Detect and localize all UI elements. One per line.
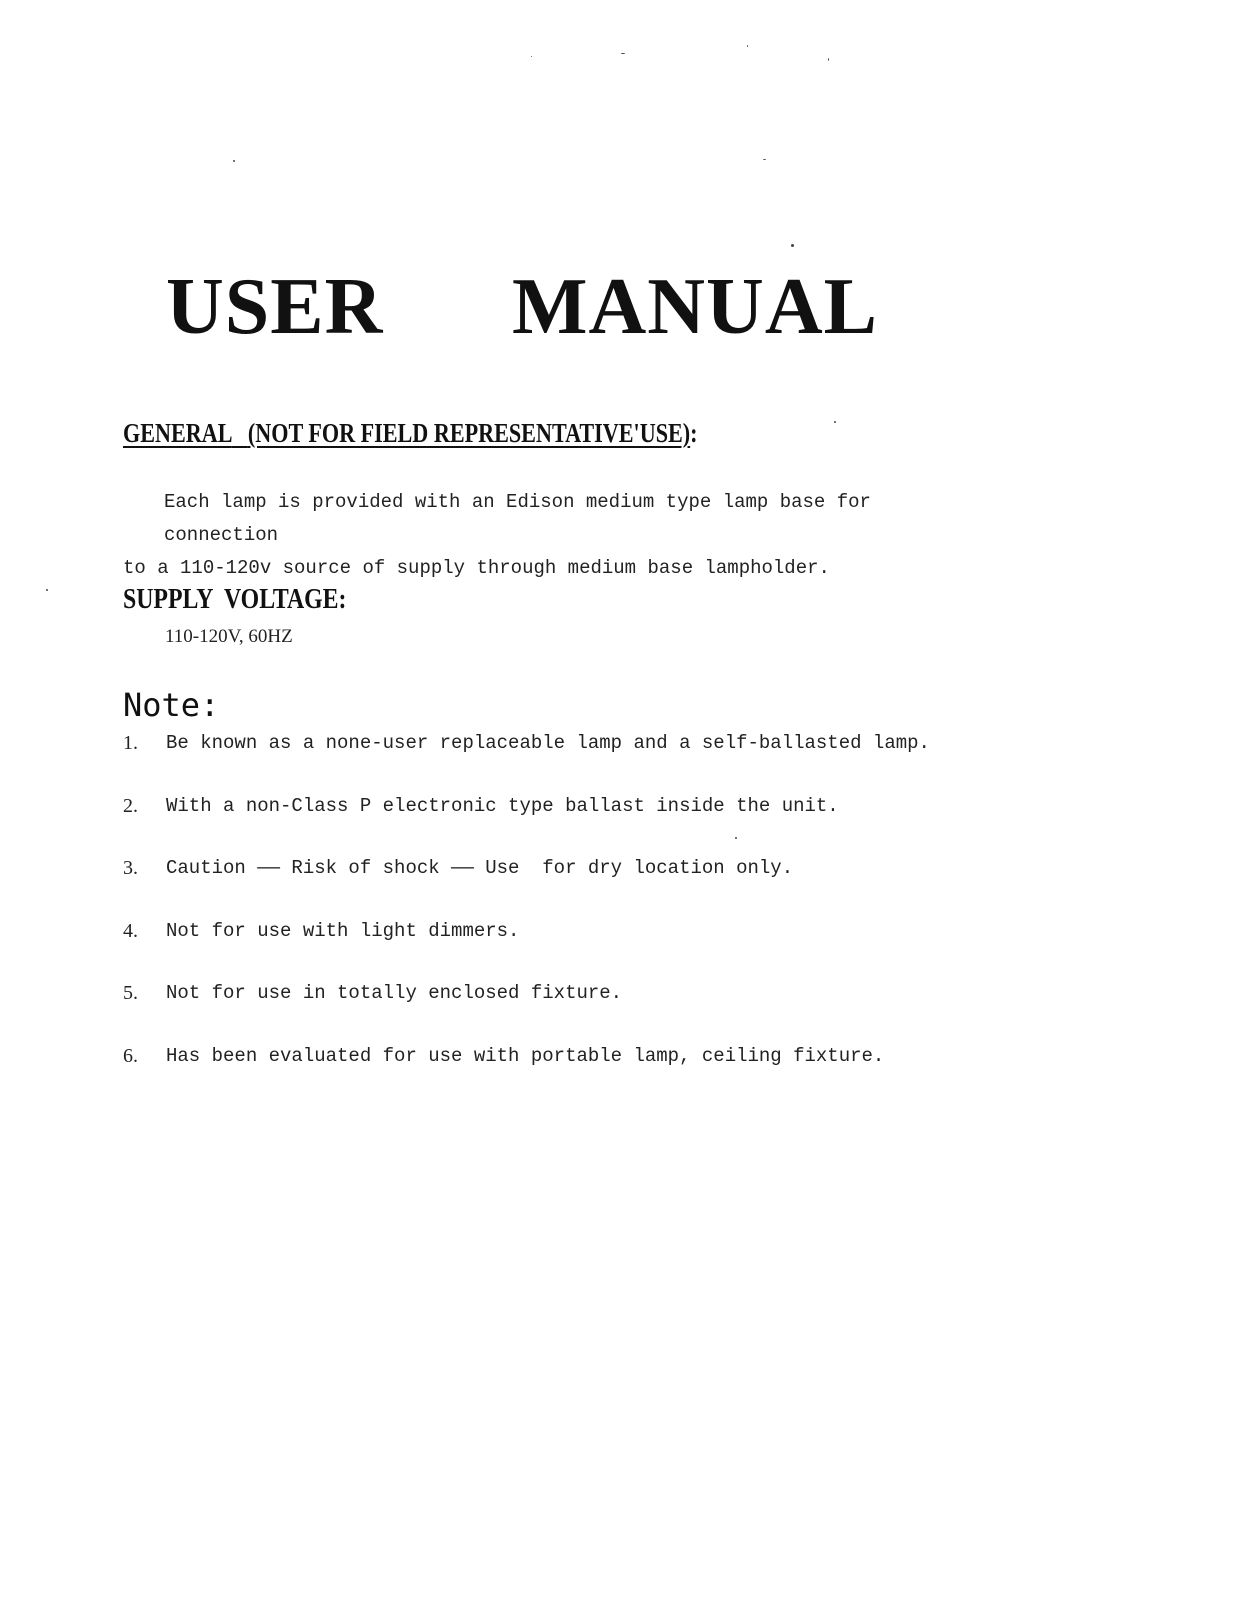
general-heading-colon: : [690,418,698,448]
scan-speck [621,53,625,54]
scan-speck [834,421,836,423]
list-item [123,918,1023,981]
list-item [123,730,1023,793]
list-item [123,980,1023,1043]
title-word-user: USER [166,263,384,351]
scan-speck [763,159,766,160]
supply-voltage-value: 110-120V, 60HZ [165,626,293,647]
list-item-number: 2. [123,794,138,817]
general-heading-label: GENERAL [123,418,232,448]
page-title [0,262,1237,352]
list-item-text: Be known as a none-user replaceable lamp and a self-ballasted lamp. [166,732,930,754]
list-item [123,1043,1023,1106]
list-item-text: Has been evaluated for use with portable lamp, ceiling fixture. [166,1044,885,1067]
supply-voltage-heading: SUPPLY VOLTAGE: [123,584,347,615]
list-item-number: 1. [123,732,138,754]
list-item-number: 6. [123,1044,138,1067]
scan-speck [531,56,532,57]
list-item-text: Not for use in totally enclosed fixture. [166,982,623,1004]
note-list [123,730,1023,1105]
list-item-text: With a non-Class P electronic type ballast inside the unit. [166,794,839,817]
list-item-text: Caution —— Risk of shock —— Use for dry location only. [166,857,794,879]
list-item-text: Not for use with light dimmers. [166,919,520,942]
list-item [123,793,1023,856]
scan-speck [747,45,748,47]
general-heading-note: (NOT FOR FIELD REPRESENTATIVE'USE) [247,418,691,448]
general-body-line-2: to a 110-120v source of supply through medium base lampholder. [123,557,830,579]
list-item-number: 3. [123,857,138,879]
general-heading [123,418,698,449]
list-item-number: 5. [123,982,138,1004]
note-heading: Note: [123,686,220,724]
title-word-manual: MANUAL [512,263,878,351]
general-body-line-1: Each lamp is provided with an Edison medium type lamp base for connection [164,491,871,546]
list-item [123,855,1023,918]
scan-speck [828,58,829,61]
scan-speck [233,160,235,162]
general-body [123,486,943,585]
scan-speck [791,244,794,247]
list-item-number: 4. [123,919,138,942]
scan-speck [46,589,48,591]
